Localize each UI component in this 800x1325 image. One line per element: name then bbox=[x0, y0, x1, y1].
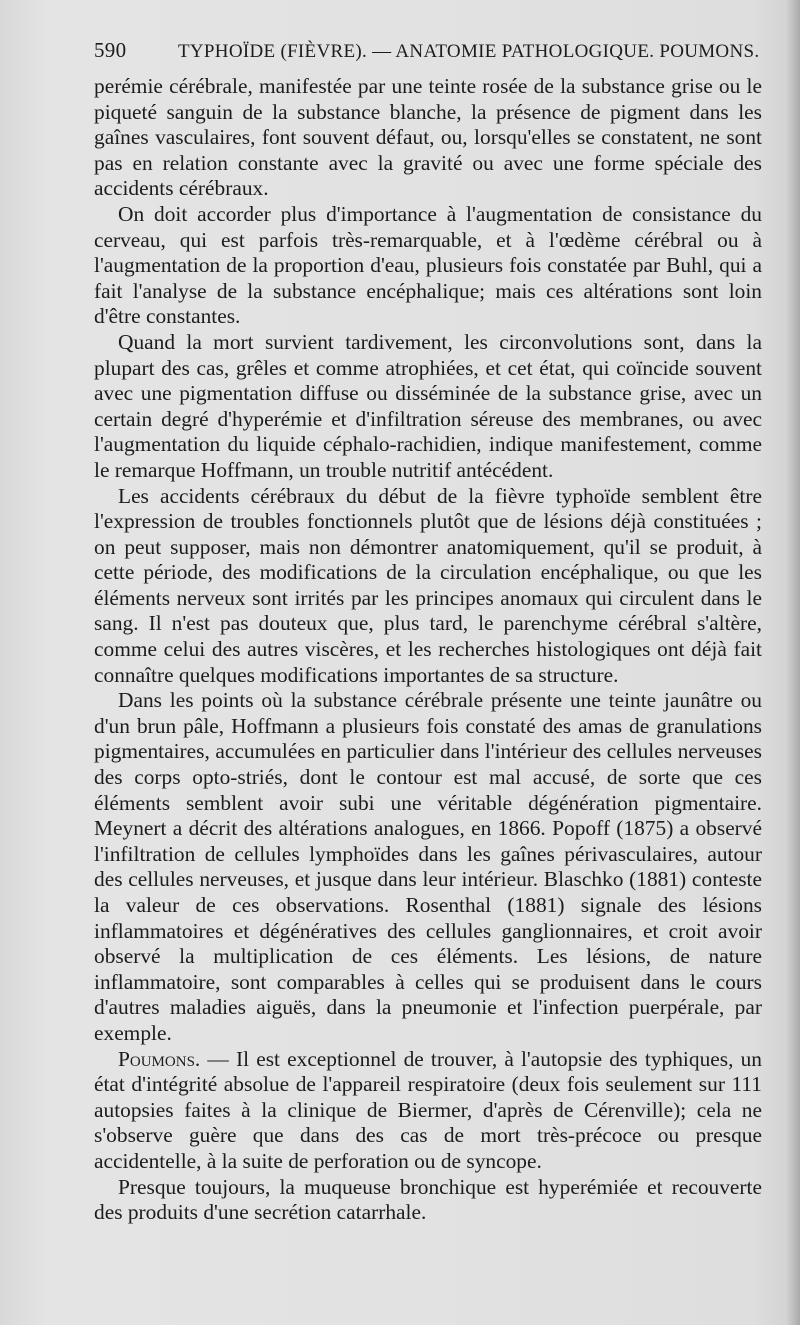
paragraph-text: — Il est exceptionnel de trouver, à l'autopsie des typhiques, un état d'intégrité absolue de l'appareil respiratoire (deux fois seulement sur 111 autopsies faites à la clinique de Biermer, d'après de Cérenville); cela ne s'observe guère que dans des cas de mort très-précoce ou presque accidentelle, à la suite de perforation ou de syncope. bbox=[94, 1046, 762, 1173]
page-number: 590 bbox=[94, 38, 127, 62]
paragraph: Presque toujours, la muqueuse bronchique est hyperémiée et recouverte des produits d'une secrétion catarrhale. bbox=[94, 1174, 762, 1225]
paragraph-poumons bbox=[94, 1047, 762, 1175]
paragraph: Dans les points où la substance cérébrale présente une teinte jaunâtre ou d'un brun pâle, Hoffmann a plusieurs fois constaté des amas de granulations pigmentaires, accumulées en particulier dans l'intérieur des cellules nerveuses des corps opto-striés, dont le contour est mal accusé, de sorte que ces éléments semblent avoir subi une véritable dégénération pigmentaire. Meynert a décrit des altérations analogues, en 1866. Popoff (1875) a observé l'infiltration de cellules lymphoïdes dans les gaînes périvasculaires, autour des cellules nerveuses, et jusque dans leur intérieur. Blaschko (1881) conteste la valeur de ces observations. Rosenthal (1881) signale des lésions inflammatoires et dégénératives des cellules ganglionnaires, et croit avoir observé la multiplication de ces éléments. Les lésions, de nature inflammatoire, sont comparables à celles qui se produisent dans le cours d'autres maladies aiguës, dans la pneumonie et l'infection puerpérale, par exemple. bbox=[94, 688, 762, 1045]
paragraph: perémie cérébrale, manifestée par une teinte rosée de la substance grise ou le piqueté sanguin de la substance blanche, la présence de pigment dans les gaînes vasculaires, font souvent défaut, ou, lorsqu'elles se constatent, ne sont pas en relation constante avec la gravité ou avec une forme spéciale des accidents cérébraux. bbox=[94, 74, 762, 201]
body-text bbox=[94, 74, 762, 1226]
page-edge-shadow bbox=[786, 0, 800, 1325]
paragraph: Quand la mort survient tardivement, les circonvolutions sont, dans la plupart des cas, grêles et comme atrophiées, et cet état, qui coïncide souvent avec une pigmentation diffuse ou disséminée de la substance grise, avec un certain degré d'hyperémie et d'infiltration séreuse des membranes, ou avec l'augmentation du liquide céphalo-rachidien, indique manifestement, comme le remarque Hoffmann, un trouble nutritif antécédent. bbox=[94, 329, 762, 482]
page-header bbox=[94, 38, 774, 66]
running-head: TYPHOÏDE (FIÈVRE). — ANATOMIE PATHOLOGIQUE. POUMONS. bbox=[178, 41, 760, 62]
section-lead: Poumons. bbox=[118, 1046, 201, 1071]
paragraph: Les accidents cérébraux du début de la fièvre typhoïde semblent être l'expression de troubles fonctionnels plutôt que de lésions déjà constituées ; on peut supposer, mais non démontrer anatomiquement, qu'il se produit, à cette période, des modifications de la circulation encéphalique, ou que les éléments nerveux sont irrités par les principes anomaux qui circulent dans le sang. Il n'est pas douteux que, plus tard, le parenchyme cérébral s'altère, comme celui des autres viscères, et les recherches histologiques ont déjà fait connaître quelques modifications importantes de sa structure. bbox=[94, 483, 762, 687]
paragraph: On doit accorder plus d'importance à l'augmentation de consistance du cerveau, qui est parfois très-remarquable, et à l'œdème cérébral ou à l'augmentation de la proportion d'eau, plusieurs fois constatée par Buhl, qui a fait l'analyse de la substance encéphalique; mais ces altérations sont loin d'être constantes. bbox=[94, 201, 762, 329]
